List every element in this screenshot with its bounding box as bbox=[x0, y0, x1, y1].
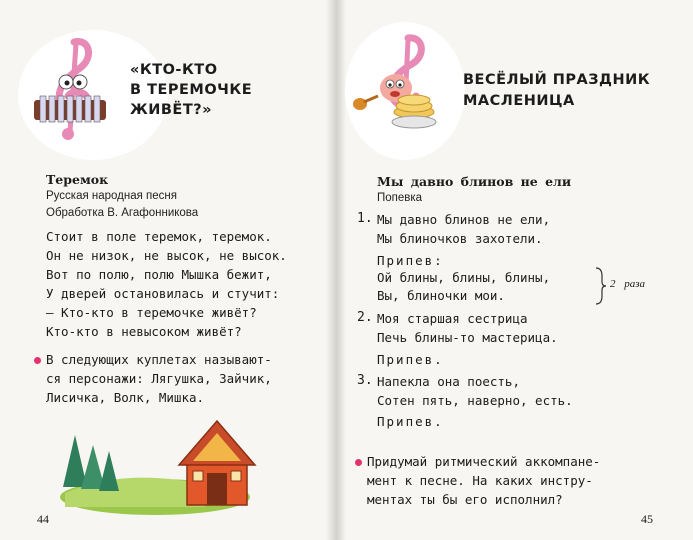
repeat-brace bbox=[594, 266, 606, 306]
verse-number: 2. bbox=[357, 310, 373, 325]
right-song-title: Мы давно блинов не ели bbox=[377, 174, 572, 189]
treble-clef-pancakes-illustration bbox=[348, 30, 438, 140]
verse-line: Кто-кто в невысоком живёт? bbox=[46, 324, 242, 339]
task-line: ментах ты бы его исполнил? bbox=[367, 492, 563, 507]
verse-line: У дверей остановилась и стучит: bbox=[46, 286, 280, 301]
book-gutter bbox=[326, 0, 346, 540]
task-line: ся персонажи: Лягушка, Зайчик, bbox=[46, 371, 272, 386]
left-arrangement: Обработка В. Агафонникова bbox=[46, 207, 199, 219]
verse-line: Печь блины-то мастерица. bbox=[377, 330, 558, 345]
repeat-note: 2 раза bbox=[610, 278, 646, 290]
treble-clef-xylophone-illustration bbox=[30, 34, 110, 144]
task-bullet bbox=[34, 357, 41, 364]
right-title-line: МАСЛЕНИЦА bbox=[463, 93, 575, 109]
verse-line: Он не низок, не высок, не высок. bbox=[46, 248, 287, 263]
left-title-line: В ТЕРЕМОЧКЕ bbox=[130, 82, 253, 98]
task-line: В следующих куплетах называют- bbox=[46, 352, 272, 367]
teremok-house-illustration bbox=[55, 415, 265, 515]
verse-line: Стоит в поле теремок, теремок. bbox=[46, 229, 272, 244]
left-page-number: 44 bbox=[37, 512, 49, 526]
right-page-number: 45 bbox=[641, 512, 653, 526]
verse-line: Напекла она поесть, bbox=[377, 374, 520, 389]
chorus-line: Вы, блиночки мои. bbox=[377, 288, 505, 303]
chorus-reference: Припев. bbox=[377, 414, 444, 429]
verse-line: Сотен пять, наверно, есть. bbox=[377, 393, 573, 408]
verse-line: Мы давно блинов не ели, bbox=[377, 212, 551, 227]
left-song-subtitle: Русская народная песня bbox=[46, 190, 178, 202]
chorus-line: Ой блины, блины, блины, bbox=[377, 270, 551, 285]
right-song-subtitle: Попевка bbox=[377, 192, 423, 204]
task-bullet bbox=[355, 459, 362, 466]
left-song-title: Теремок bbox=[46, 172, 109, 187]
task-line: мент к песне. На каких инстру- bbox=[367, 473, 593, 488]
chorus-label: Припев: bbox=[377, 253, 444, 268]
chorus-reference: Припев. bbox=[377, 352, 444, 367]
left-title-line: ЖИВЁТ?» bbox=[130, 102, 213, 118]
task-line: Лисичка, Волк, Мишка. bbox=[46, 390, 205, 405]
right-chapter-title bbox=[463, 70, 673, 112]
verse-line: Вот по полю, полю Мышка бежит, bbox=[46, 267, 272, 282]
verse-line: Мы блиночков захотели. bbox=[377, 231, 543, 246]
left-chapter-title bbox=[130, 60, 300, 120]
verse-number: 3. bbox=[357, 373, 373, 388]
verse-number: 1. bbox=[357, 211, 373, 226]
verse-line: — Кто-кто в теремочке живёт? bbox=[46, 305, 257, 320]
right-title-line: ВЕСЁЛЫЙ ПРАЗДНИК bbox=[463, 72, 651, 88]
task-line: Придумай ритмический аккомпане- bbox=[367, 454, 601, 469]
left-title-line: «КТО-КТО bbox=[130, 62, 218, 78]
verse-line: Моя старшая сестрица bbox=[377, 311, 528, 326]
